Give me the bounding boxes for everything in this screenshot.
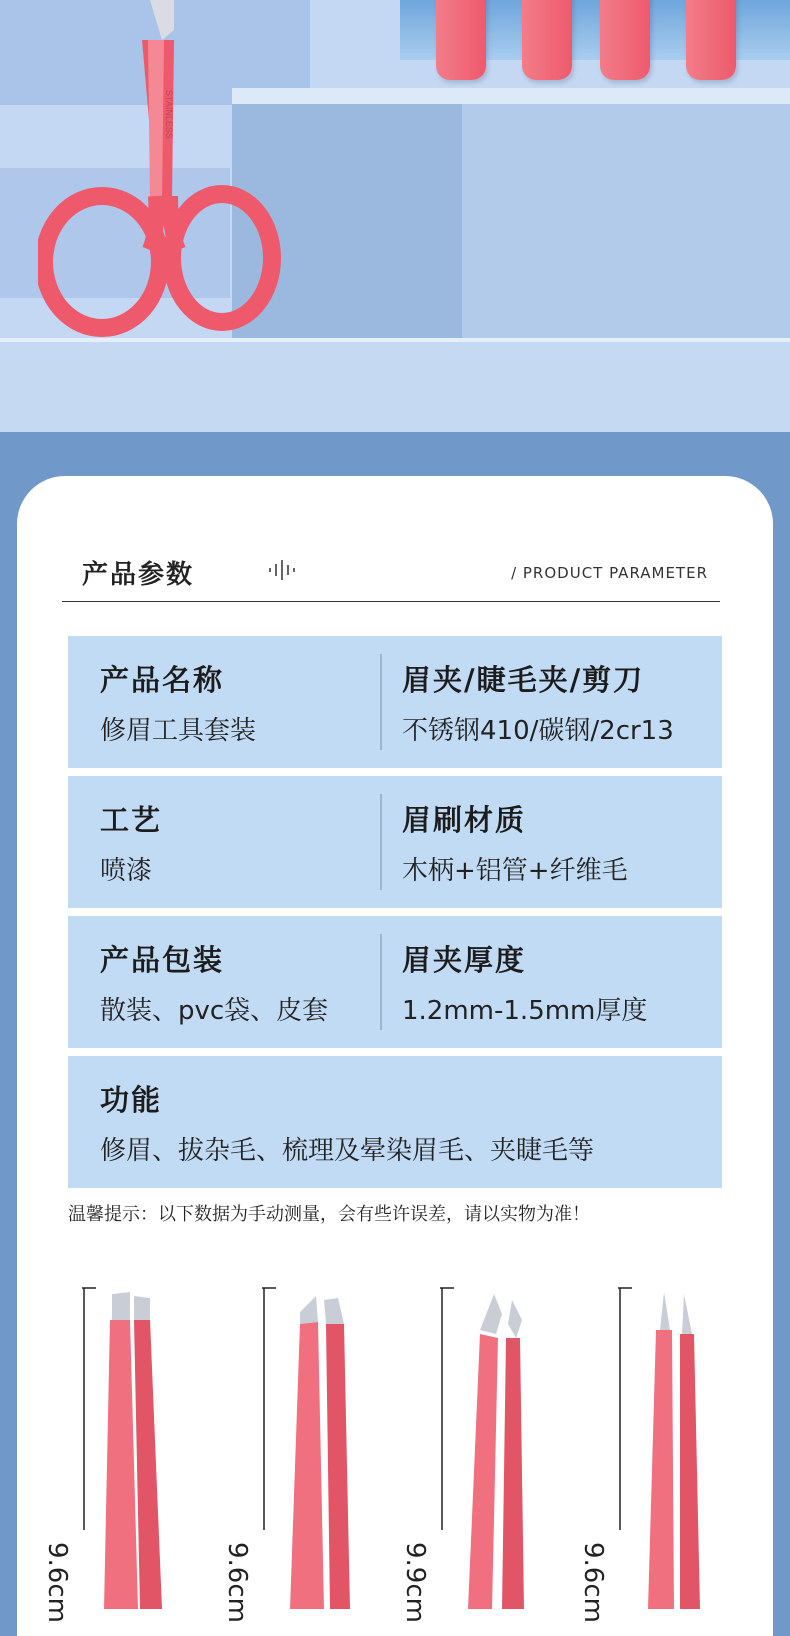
measure-ruler — [258, 1280, 278, 1609]
spec-cell — [68, 1056, 722, 1188]
spec-key: 工艺 — [100, 803, 163, 837]
spec-value: 修眉、拔杂毛、梳理及晕染眉毛、夹睫毛等 — [100, 1136, 595, 1166]
spec-key: 产品名称 — [100, 663, 225, 697]
section-title: 产品参数 — [82, 560, 195, 590]
spec-cell — [68, 776, 380, 908]
measure-ruler — [78, 1280, 98, 1609]
spec-cell — [68, 916, 380, 1048]
floor — [0, 342, 790, 432]
spec-value: 不锈钢410/碳钢/2cr13 — [402, 716, 674, 746]
length-label: 9.6cm — [42, 1542, 72, 1623]
measurement-note: 温馨提示：以下数据为手动测量，会有些许误差，请以实物为准！ — [68, 1204, 590, 1225]
length-label: 9.6cm — [222, 1542, 252, 1623]
tweezer-handle-image — [600, 0, 650, 80]
spec-key: 功能 — [100, 1083, 163, 1117]
spec-value: 木柄+铝管+纤维毛 — [402, 856, 628, 886]
spec-value: 修眉工具套装 — [100, 716, 257, 746]
hero-scene — [0, 0, 790, 432]
display-block-top — [232, 88, 790, 104]
measure-ruler — [614, 1280, 634, 1609]
spec-cell — [370, 636, 722, 768]
tweezer-handle-image — [686, 0, 736, 80]
section-subtitle: / PRODUCT PARAMETER — [511, 564, 708, 582]
spec-row — [68, 916, 722, 1048]
tweezer-handle-image — [436, 0, 486, 80]
slant-tweezer-image — [278, 1280, 378, 1609]
slant-tweezer-image — [98, 1280, 198, 1609]
measure-ruler — [436, 1280, 456, 1609]
length-label: 9.6cm — [578, 1542, 608, 1623]
spec-value: 喷漆 — [100, 856, 153, 886]
spec-row — [68, 776, 722, 908]
spec-key: 产品包装 — [100, 943, 225, 977]
spec-row — [68, 636, 722, 768]
scissors-engraving: STAINLESS — [164, 90, 174, 139]
pointed-tweezer-image — [634, 1280, 734, 1609]
tweezer-item — [578, 1280, 790, 1623]
spec-row — [68, 1056, 722, 1188]
tweezer-handle-image — [522, 0, 572, 80]
length-label: 9.9cm — [400, 1542, 430, 1623]
spec-key: 眉夹厚度 — [402, 943, 527, 977]
spec-value: 1.2mm-1.5mm厚度 — [402, 996, 648, 1026]
sound-wave-icon — [268, 560, 298, 580]
hook-tweezer-image — [456, 1280, 556, 1609]
scissors-image — [38, 0, 288, 340]
spec-cell — [370, 916, 722, 1048]
section-header — [62, 546, 720, 602]
spec-key: 眉夹/睫毛夹/剪刀 — [402, 663, 645, 697]
spec-cell — [68, 636, 380, 768]
display-block — [460, 100, 790, 340]
spec-cell — [370, 776, 722, 908]
spec-value: 散装、pvc袋、皮套 — [100, 996, 329, 1026]
spec-key: 眉刷材质 — [402, 803, 527, 837]
